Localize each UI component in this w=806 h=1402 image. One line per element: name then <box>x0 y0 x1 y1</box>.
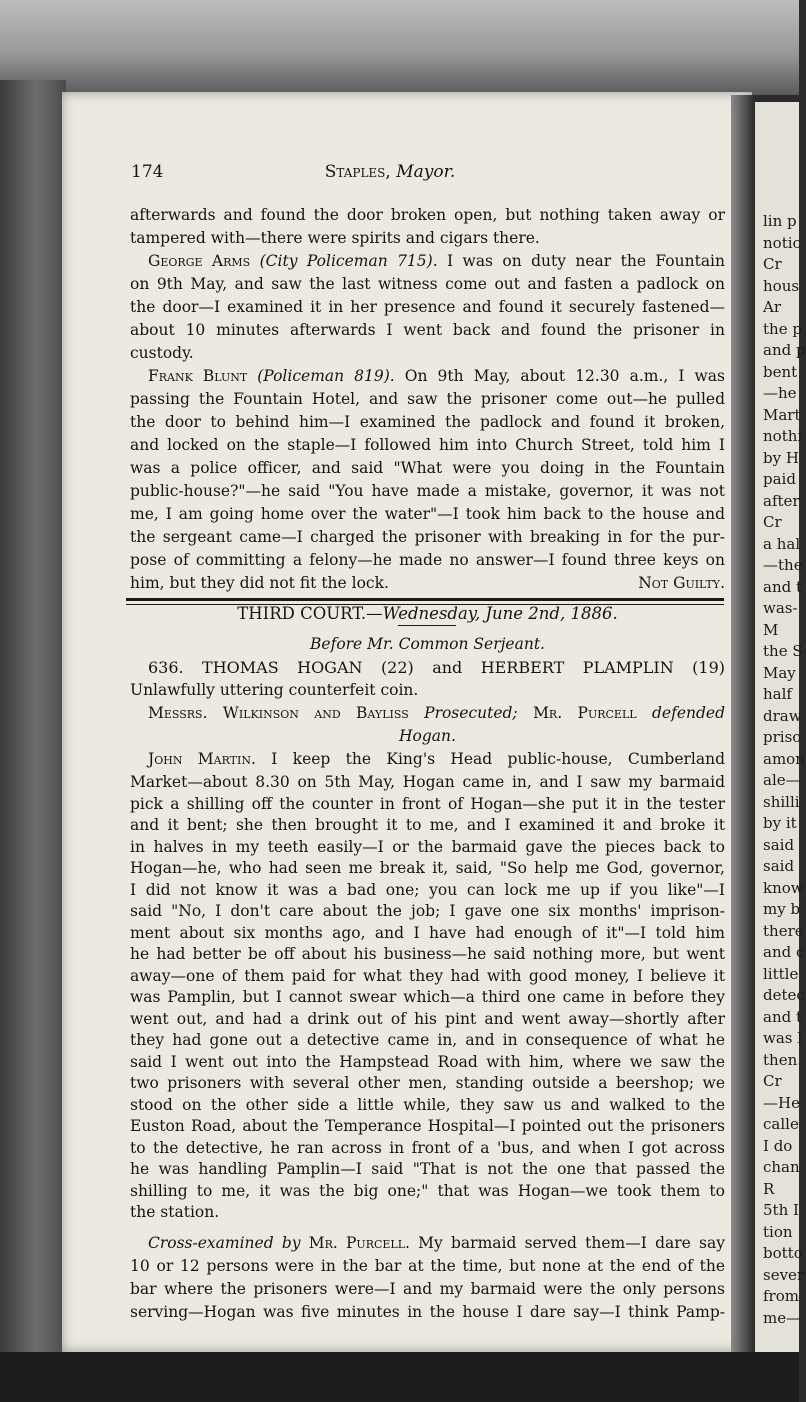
text-line: tampered with—there were spirits and cigars there. <box>130 229 540 247</box>
facing-page-line: me— <box>763 1308 802 1327</box>
facing-page-line: paid <box>763 470 796 488</box>
text-line: away—one of them paid for what they had with good money, I believe it <box>130 966 725 985</box>
facing-page-fragment <box>755 102 806 1352</box>
text-line: he had better be off about his business—he said nothing more, but went <box>130 945 725 963</box>
witness-text: I was on duty near the Fountain <box>437 252 725 270</box>
running-head <box>130 162 650 182</box>
court-date: Wednesday, June 2nd, 1886. <box>382 604 618 623</box>
witness-name: George Arms <box>148 252 251 270</box>
text-line: I did not know it was a bad one; you can lock me up if you like"—I <box>130 880 725 899</box>
defence-counsel: Mr. Purcell <box>533 704 637 722</box>
witness-role: (City Policeman 715). <box>259 252 438 270</box>
text-line: was a police officer, and said "What were you doing in the Fountain <box>130 459 725 477</box>
facing-page-line: my b <box>763 900 801 918</box>
text-line: bar where the prisoners were—I and my barmaid were the only persons <box>130 1280 725 1298</box>
facing-page-line: know <box>763 878 804 897</box>
text-line: the door—I examined it in her presence and found it securely fastened— <box>130 298 725 316</box>
facing-page-line: said <box>763 835 795 854</box>
text-line: said I went out into the Hampstead Road with him, where we saw the <box>130 1052 725 1071</box>
text-line: the station. <box>130 1203 220 1221</box>
text-line: about 10 minutes afterwards I went back and found the prisoner in <box>130 321 725 339</box>
witness-name: Frank Blunt <box>148 367 248 385</box>
paragraph-cross-examination <box>148 1232 725 1255</box>
facing-page-line: after <box>763 491 800 510</box>
text-line: me, I am going home over the water"—I took him back to the house and <box>130 505 725 523</box>
text-line: him, but they did not fit the lock. <box>130 574 389 592</box>
text-line: the door to behind him—I examined the padlock and found it broken, <box>130 413 725 431</box>
text-line: afterwards and found the door broken open, but nothing taken away or <box>130 206 725 224</box>
facing-page-line: and p <box>763 341 806 359</box>
case-title: 636. THOMAS HOGAN (22) and HERBERT PLAMPLIN (19) <box>148 658 725 677</box>
book-gutter <box>731 95 755 1352</box>
section-heading <box>130 602 725 625</box>
text-line: 10 or 12 persons were in the bar at the time, but none at the end of the <box>130 1257 725 1275</box>
prosecution-counsel: Messrs. Wilkinson and Bayliss <box>148 704 409 722</box>
text-line: to the detective, he ran across in front of a 'bus, and when I got across <box>130 1138 725 1157</box>
facing-page-line: —the <box>763 556 803 574</box>
facing-page-line: Mart <box>763 405 801 424</box>
facing-page-line: amon <box>763 749 805 768</box>
text-line: went out, and had a drink out of his pint and went away—shortly after <box>130 1009 725 1028</box>
facing-page-line: Cr <box>763 255 782 273</box>
defended-party: Hogan. <box>399 727 456 745</box>
text-line: was Pamplin, but I cannot swear which—a third one came in before they <box>130 988 725 1006</box>
facing-page-line: Cr <box>763 513 782 531</box>
facing-page-line: was- <box>763 599 798 617</box>
facing-page-line: May <box>763 663 796 682</box>
text-line: public-house?"—he said "You have made a mistake, governor, it was not <box>130 482 725 500</box>
facing-page-line: sever <box>763 1265 805 1284</box>
facing-page-line: and c <box>763 943 805 961</box>
defended-word: defended <box>651 704 725 722</box>
facing-page-line: M <box>763 620 779 639</box>
facing-page-line: and t <box>763 577 803 596</box>
paragraph-frank-blunt <box>148 365 725 388</box>
text-line: Euston Road, about the Temperance Hospital—I pointed out the prisoners <box>130 1117 725 1135</box>
text-line: ment about six months ago, and I have had enough of it"—I told him <box>130 923 725 942</box>
court-name: THIRD COURT. <box>237 604 367 623</box>
facing-page-line: Ar <box>763 298 782 316</box>
facing-page-line: the S <box>763 642 803 660</box>
heading-dash: — <box>366 604 383 623</box>
facing-page-line: was l <box>763 1029 803 1047</box>
cross-label: Cross-examined by <box>148 1234 301 1252</box>
text-line: said "No, I don't care about the job; I gave one six months' imprison- <box>130 902 725 920</box>
text-line: on 9th May, and saw the last witness come out and fasten a padlock on <box>130 275 725 293</box>
facing-page-line: from <box>763 1287 799 1305</box>
facing-page-line: the p <box>763 319 802 338</box>
facing-page-line: tion <box>763 1222 793 1241</box>
text-line: he was handling Pamplin—I said "That is not the one that passed the <box>130 1160 725 1178</box>
facing-page-line: shilli <box>763 792 800 811</box>
facing-page-line: half <box>763 685 792 703</box>
facing-page-line: ale— <box>763 771 801 789</box>
text-line: passing the Fountain Hotel, and saw the prisoner come out—he pulled <box>130 390 725 408</box>
text-line: the sergeant came—I charged the prisoner with breaking in for the pur- <box>130 528 725 546</box>
facing-page-line: detec <box>763 986 805 1004</box>
text-line: pick a shilling off the counter in front of Hogan—she put it in the tester <box>130 794 725 813</box>
text-line: pose of committing a felony—he made no answer—I found three keys on <box>130 551 725 569</box>
facing-page-line: hous <box>763 276 800 295</box>
facing-page-line: chan <box>763 1158 800 1176</box>
text-line: shilling to me, it was the big one;" that was Hogan—we took them to <box>130 1181 725 1200</box>
scan-top-margin <box>0 0 799 95</box>
text-line: serving—Hogan was five minutes in the house I dare say—I think Pamp- <box>130 1303 725 1321</box>
facing-page-line: priso <box>763 728 802 746</box>
witness-text: I keep the King's Head public-house, Cumberland <box>255 750 726 768</box>
facing-page-line: lin p <box>763 212 797 230</box>
text-line: custody. <box>130 344 194 362</box>
facing-page-line: —He <box>763 1093 800 1112</box>
text-line: and it bent; she then brought it to me, and I examined it and broke it <box>130 816 725 834</box>
verdict: Not Guilty. <box>638 574 725 592</box>
running-head-name: Staples, <box>324 162 391 182</box>
text-line: two prisoners with several other men, standing outside a beershop; we <box>130 1074 725 1092</box>
facing-page-line: and t <box>763 1007 803 1026</box>
text-line: in halves in my teeth easily—I or the barmaid gave the pieces back to <box>130 837 725 856</box>
text-line: and locked on the staple—I followed him into Church Street, told him I <box>130 436 725 454</box>
facing-page-line: nothi <box>763 427 803 445</box>
before-judge: Before Mr. Common Serjeant. <box>310 635 545 653</box>
page-number: 174 <box>131 162 164 182</box>
facing-page-line: R <box>763 1179 775 1198</box>
witness-role: (Policeman 819). <box>257 367 395 385</box>
facing-page-line: botto <box>763 1244 803 1262</box>
charge: Unlawfully uttering counterfeit coin. <box>130 681 419 699</box>
facing-page-line: then. <box>763 1050 802 1069</box>
paragraph-george-arms <box>148 250 725 273</box>
facing-page-line: a hal <box>763 534 801 553</box>
section-rule <box>126 598 724 601</box>
text-line: Market—about 8.30 on 5th May, Hogan came in, and I saw my barmaid <box>130 773 725 791</box>
facing-page-line: calle <box>763 1115 799 1133</box>
text-line: stood on the other side a little while, they saw us and walked to the <box>130 1095 725 1114</box>
witness-text: On 9th May, about 12.30 a.m., I was <box>394 367 725 385</box>
facing-page-line: I do <box>763 1136 793 1155</box>
facing-page-line: there <box>763 921 804 940</box>
counsel-line <box>148 702 725 725</box>
paragraph-john-martin <box>148 748 725 771</box>
facing-page-line: 5th I <box>763 1201 799 1219</box>
heading-rule <box>398 625 456 626</box>
facing-page-line: by it <box>763 814 797 832</box>
facing-page-line: said <box>763 857 795 875</box>
facing-page-line: Cr <box>763 1072 782 1090</box>
facing-page-line: by H <box>763 448 799 467</box>
facing-page-line: notic <box>763 233 801 252</box>
running-head-title: Mayor. <box>396 162 456 182</box>
witness-name: John Martin. <box>148 750 256 768</box>
facing-page-line: draw <box>763 706 802 725</box>
book-page-edges <box>0 80 66 1402</box>
cross-text: My barmaid served them—I dare say <box>409 1234 725 1252</box>
text-line: they had gone out a detective came in, and in consequence of what he <box>130 1031 725 1049</box>
scan-bottom-margin <box>0 1352 799 1402</box>
cross-counsel: Mr. Purcell. <box>308 1234 410 1252</box>
facing-page-line: little <box>763 964 799 983</box>
text-line: Hogan—he, who had seen me break it, said, "So help me God, governor, <box>130 859 725 877</box>
prosecuted-word: Prosecuted; <box>424 704 518 722</box>
facing-page-line: bent <box>763 362 798 381</box>
facing-page-line: —he <box>763 384 797 402</box>
